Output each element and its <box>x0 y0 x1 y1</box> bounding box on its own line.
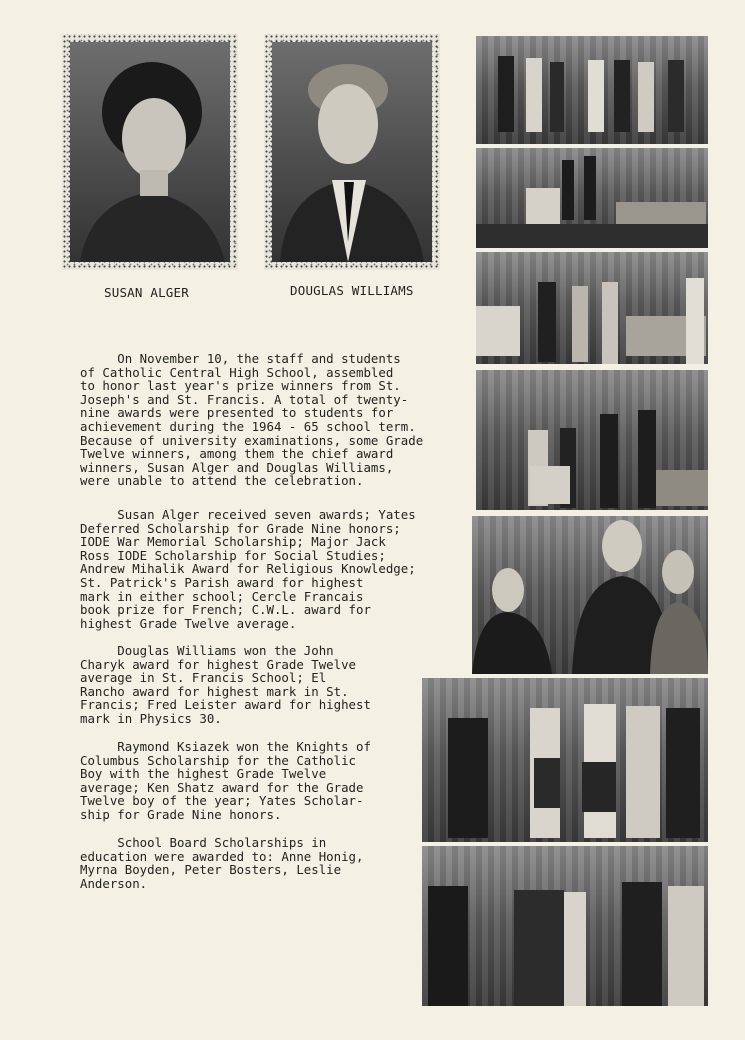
susan-portrait-figure <box>70 42 230 262</box>
event-photo-5 <box>472 516 708 674</box>
douglas-portrait-figure <box>272 42 432 262</box>
portrait-susan-alger <box>62 34 238 270</box>
paragraph-raymond-awards: Raymond Ksiazek won the Knights of Columbus Scholarship for the Catholic Boy with the highest Grade Twelve average; Ken Shatz award for the Grade Twelve boy of the year; Yates Scholar- ship for Grade Nine honors. <box>80 739 371 822</box>
caption-susan-alger: SUSAN ALGER <box>104 285 189 300</box>
event-photo-4 <box>476 370 708 510</box>
event-photo-1 <box>476 36 708 144</box>
paragraph-douglas-awards: Douglas Williams won the John Charyk award for highest Grade Twelve average in St. Francis School; El Rancho award for highest mark in St. Francis; Fred Leister award for highest mark in Physics 30. <box>80 643 371 726</box>
paragraph-susan-awards: Susan Alger received seven awards; Yates Deferred Scholarship for Grade Nine honors; IODE War Memorial Scholarship; Major Jack Ross IODE Scholarship for Social Studies; Andrew Mihalik Award for Religious Knowledge; St. Patrick's Parish award for highest mark in either school; Cercle Francais book prize for French; C.W.L. award for highest Grade Twelve average. <box>80 507 416 631</box>
paragraph-school-board: School Board Scholarships in education were awarded to: Anne Honig, Myrna Boyden, Peter Bosters, Leslie Anderson. <box>80 835 364 891</box>
event-photo-6 <box>422 678 708 842</box>
event-photo-7 <box>422 846 708 1006</box>
caption-douglas-williams: DOUGLAS WILLIAMS <box>290 283 414 298</box>
paragraph-intro: On November 10, the staff and students of Catholic Central High School, assembled to honor last year's prize winners from St. Joseph's and St. Francis. A total of twenty- nine awards were presented to students for achievement during the 1964 - 65 school term. Because of university examinations, some Grade Twelve winners, among them the chief award winners, Susan Alger and Douglas Williams, were unable to attend the celebration. <box>80 351 424 489</box>
portrait-douglas-williams <box>264 34 440 270</box>
event-photo-2 <box>476 148 708 248</box>
event-photo-3 <box>476 252 708 364</box>
